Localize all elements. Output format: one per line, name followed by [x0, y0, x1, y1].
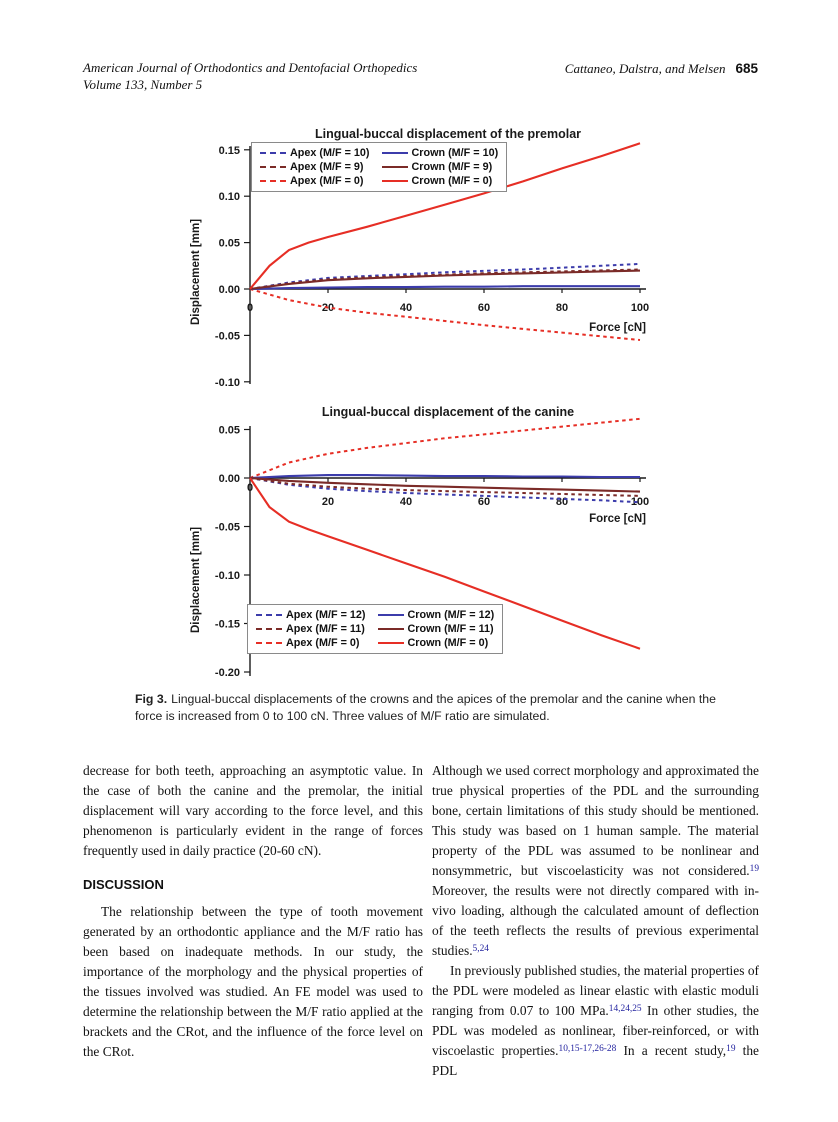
x-tick-label: 20 [321, 496, 335, 508]
legend-item [260, 161, 370, 173]
x-tick-label: 100 [630, 302, 650, 314]
journal-header [83, 59, 417, 93]
y-tick-label: 0.10 [218, 191, 240, 204]
dashed-line-sample-icon [256, 614, 282, 616]
citation-ref: 10,15-17,26-28 [558, 1044, 617, 1055]
legend-label: Crown (M/F = 11) [407, 623, 494, 635]
series-line [250, 419, 640, 478]
paragraph: decrease for both teeth, approaching an asymptotic value. In the case of both the canine and the premolar, the initial displacement will vary according to the force level, and this phenomenon is particularly evident in the range of forces frequently used in daily practice (20-60 cN). [83, 763, 423, 858]
legend-label: Crown (M/F = 10) [411, 147, 499, 159]
y-tick-label: -0.05 [214, 330, 240, 343]
y-tick-label: -0.20 [214, 667, 240, 679]
solid-line-sample-icon [378, 642, 404, 644]
figure-caption-text: Lingual-buccal displacements of the crowns and the apices of the premolar and the canine when the force is increased from 0 to 100 cN. Three values of M/F ratio are simulated. [135, 692, 716, 723]
legend-label: Crown (M/F = 9) [411, 161, 493, 173]
page-number: 685 [735, 61, 758, 76]
figure-caption-label: Fig 3. [135, 692, 168, 706]
y-tick-label: 0.00 [218, 473, 240, 485]
solid-line-sample-icon [382, 180, 408, 182]
y-tick-label: 0.05 [218, 424, 240, 437]
legend-item [382, 161, 499, 173]
figure-caption [135, 691, 741, 724]
y-tick-label: 0.00 [218, 284, 240, 296]
x-tick-label: 0 [246, 302, 254, 314]
chart-canine [185, 400, 655, 690]
legend-label: Apex (M/F = 0) [286, 637, 360, 649]
y-tick-label: 0.15 [218, 144, 240, 157]
y-tick-label: 0.05 [218, 237, 240, 250]
x-tick-label: 80 [555, 302, 569, 314]
legend-label: Crown (M/F = 0) [411, 175, 493, 187]
citation-ref: 14,24,25 [608, 1004, 642, 1015]
legend-label: Apex (M/F = 12) [286, 609, 366, 621]
running-head [565, 61, 758, 77]
legend-item [378, 623, 495, 635]
citation-ref: 19 [726, 1044, 736, 1055]
x-tick-label: 0 [246, 482, 254, 494]
y-tick-label: -0.05 [214, 521, 240, 534]
journal-volume: Volume 133, Number 5 [83, 77, 203, 92]
x-tick-label: 60 [477, 496, 491, 508]
paragraph: Although we used correct morphology and approximated the true physical properties of the PDL and the surrounding bone, certain limitations of this study should be mentioned. This study was based on 1 human sample. The material property of the PDL was assumed to be nonlinear and nonsymmetric, but viscoelasticity was not considered.$^{19}$ Moreover, the results were not directly compared with in-vivo loading, although the calculated amount of deflection of the teeth reflects the results of previous experimental studies.$^{5,24}$ [432, 763, 759, 958]
series-line [250, 289, 640, 340]
chart-title: Lingual-buccal displacement of the premolar [314, 127, 582, 141]
paragraph: The relationship between the type of tooth movement generated by an orthodontic appliance and the M/F ratio has been based on inadequate methods. In our study, the importance of the morphology and the physical properties of the tissues involved was studied. An FE model was used to determine the relationship between the M/F ratio applied at the brackets and the CRot, and the influence of the force level on the CRot. [83, 904, 423, 1059]
solid-line-sample-icon [378, 614, 404, 616]
legend-item [378, 609, 495, 621]
x-axis-label: Force [cN] [589, 322, 646, 334]
solid-line-sample-icon [378, 628, 404, 630]
x-tick-label: 40 [399, 302, 413, 314]
x-axis-label: Force [cN] [589, 513, 646, 525]
legend-item [260, 147, 370, 159]
section-heading-discussion: DISCUSSION [83, 877, 164, 892]
citation-ref: 19 [749, 864, 759, 875]
legend-label: Apex (M/F = 0) [290, 175, 364, 187]
dashed-line-sample-icon [260, 180, 286, 182]
solid-line-sample-icon [382, 166, 408, 168]
x-tick-label: 40 [399, 496, 413, 508]
chart-premolar-legend [251, 142, 507, 192]
x-tick-label: 100 [630, 496, 650, 508]
body-column-left [83, 761, 423, 1062]
solid-line-sample-icon [382, 152, 408, 154]
chart-canine-legend [247, 604, 503, 654]
legend-item [260, 175, 370, 187]
dashed-line-sample-icon [256, 642, 282, 644]
y-tick-label: -0.15 [214, 618, 240, 631]
legend-label: Apex (M/F = 11) [286, 623, 365, 635]
x-tick-label: 80 [555, 496, 569, 508]
citation-ref: 5,24 [472, 944, 489, 955]
paragraph: In previously published studies, the material properties of the PDL were modeled as linear elastic with elastic moduli ranging from 0.07 to 100 MPa.$^{14,24,25}$ In other studies, the PDL was modeled as nonlinear, fiber-reinforced, or with viscoelastic properties.$^{10,15-17,26-28}$ In a recent study,$^{19}$ the PDL [432, 963, 759, 1078]
dashed-line-sample-icon [256, 628, 282, 630]
legend-label: Apex (M/F = 10) [290, 147, 370, 159]
legend-item [382, 147, 499, 159]
dashed-line-sample-icon [260, 152, 286, 154]
legend-item [382, 175, 499, 187]
x-tick-label: 60 [477, 302, 491, 314]
legend-item [256, 637, 366, 649]
y-axis-label: Displacement [mm] [190, 218, 202, 326]
chart-title: Lingual-buccal displacement of the canine [321, 405, 575, 419]
body-column-right [432, 761, 759, 1081]
journal-title: American Journal of Orthodontics and Dentofacial Orthopedics [83, 60, 418, 75]
y-tick-label: -0.10 [214, 570, 240, 582]
x-tick-label: 20 [321, 302, 335, 314]
legend-item [256, 623, 366, 635]
legend-label: Apex (M/F = 9) [290, 161, 364, 173]
y-tick-label: -0.10 [214, 376, 240, 389]
legend-label: Crown (M/F = 0) [407, 637, 489, 649]
dashed-line-sample-icon [260, 166, 286, 168]
legend-item [378, 637, 495, 649]
y-axis-label: Displacement [mm] [190, 526, 202, 634]
legend-label: Crown (M/F = 12) [407, 609, 495, 621]
legend-item [256, 609, 366, 621]
chart-premolar [185, 122, 655, 400]
authors: Cattaneo, Dalstra, and Melsen [564, 61, 726, 76]
